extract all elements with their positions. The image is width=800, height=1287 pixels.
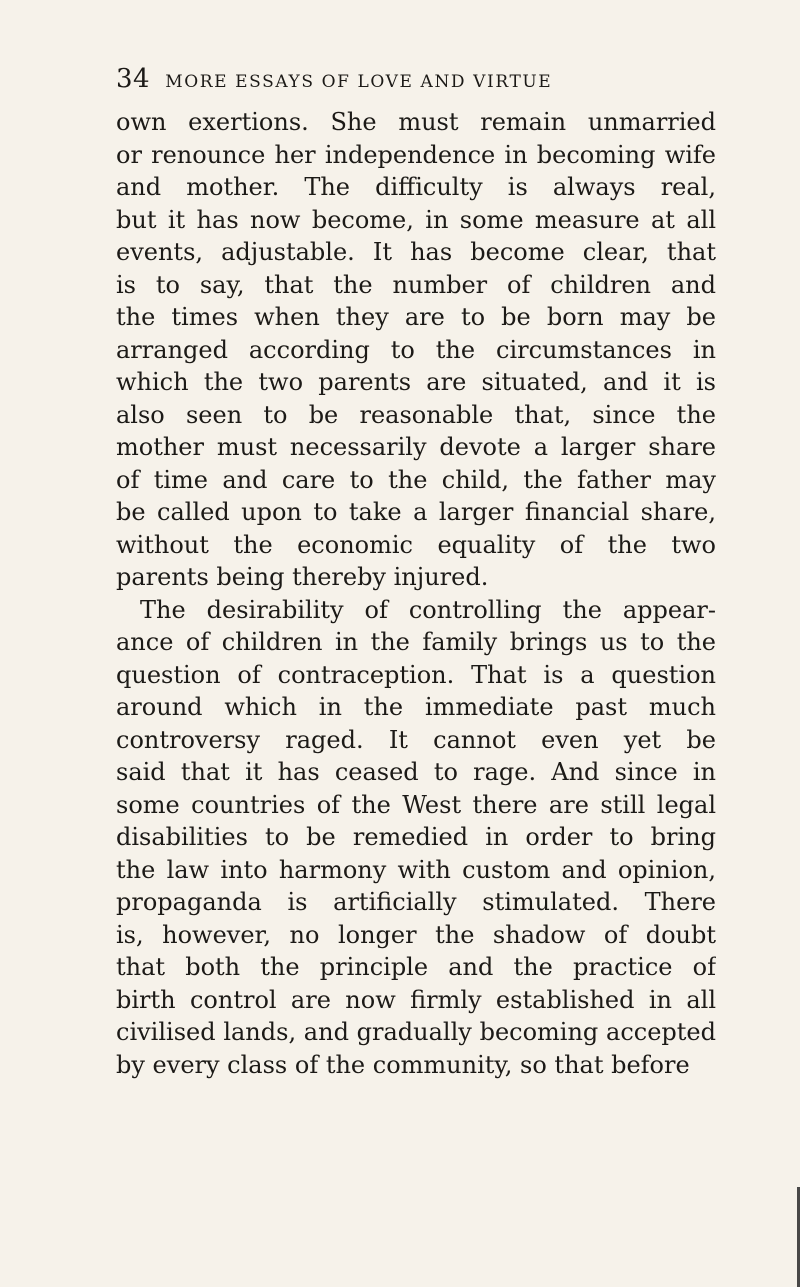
text-line: arranged according to the circumstances in	[116, 335, 716, 364]
text-line: by every class of the community, so that before	[116, 1050, 690, 1079]
text-line: said that it has ceased to rage. And since in	[116, 758, 716, 786]
body-text	[116, 106, 716, 1081]
text-line: propaganda is artificially stimulated. There	[116, 888, 716, 916]
text-line: some countries of the West there are still legal	[116, 790, 716, 819]
text-line: the times when they are to be born may be	[116, 303, 716, 331]
page-header	[116, 63, 716, 95]
text-line: mother must necessarily devote a larger share	[116, 433, 716, 461]
text-line: birth control are now firmly established in all	[116, 985, 716, 1014]
text-line: controversy raged. It cannot even yet be	[116, 725, 716, 754]
text-line: but it has now become, in some measure at all	[116, 205, 716, 234]
text-line: the law into harmony with custom and opinion,	[116, 855, 716, 884]
text-line: around which in the immediate past much	[116, 693, 716, 721]
text-line: which the two parents are situated, and it is	[116, 368, 716, 396]
text-line: parents being thereby injured.	[116, 563, 489, 591]
text-line: events, adjustable. It has become clear, that	[116, 238, 716, 266]
text-line: ance of children in the family brings us to the	[116, 628, 716, 656]
text-line: that both the principle and the practice of	[116, 953, 716, 981]
text-line: civilised lands, and gradually becoming accepted	[116, 1018, 716, 1046]
text-line: question of contraception. That is a question	[116, 660, 716, 689]
running-title: MORE ESSAYS OF LOVE AND VIRTUE	[165, 72, 553, 92]
text-line: own exertions. She must remain unmarried	[116, 108, 716, 136]
text-line: The desirability of controlling the appear-	[140, 595, 716, 624]
text-line: be called upon to take a larger financial share,	[116, 498, 716, 526]
text-line: or renounce her independence in becoming wife	[116, 140, 716, 169]
text-line: is to say, that the number of children and	[116, 270, 716, 299]
text-line: disabilities to be remedied in order to bring	[116, 823, 716, 851]
text-line: also seen to be reasonable that, since the	[116, 400, 716, 429]
text-line: and mother. The difficulty is always real,	[116, 173, 716, 201]
page-number: 34	[116, 64, 151, 94]
text-line: of time and care to the child, the father may	[116, 465, 716, 494]
text-line: without the economic equality of the two	[116, 530, 716, 559]
text-line: is, however, no longer the shadow of doubt	[116, 920, 716, 949]
